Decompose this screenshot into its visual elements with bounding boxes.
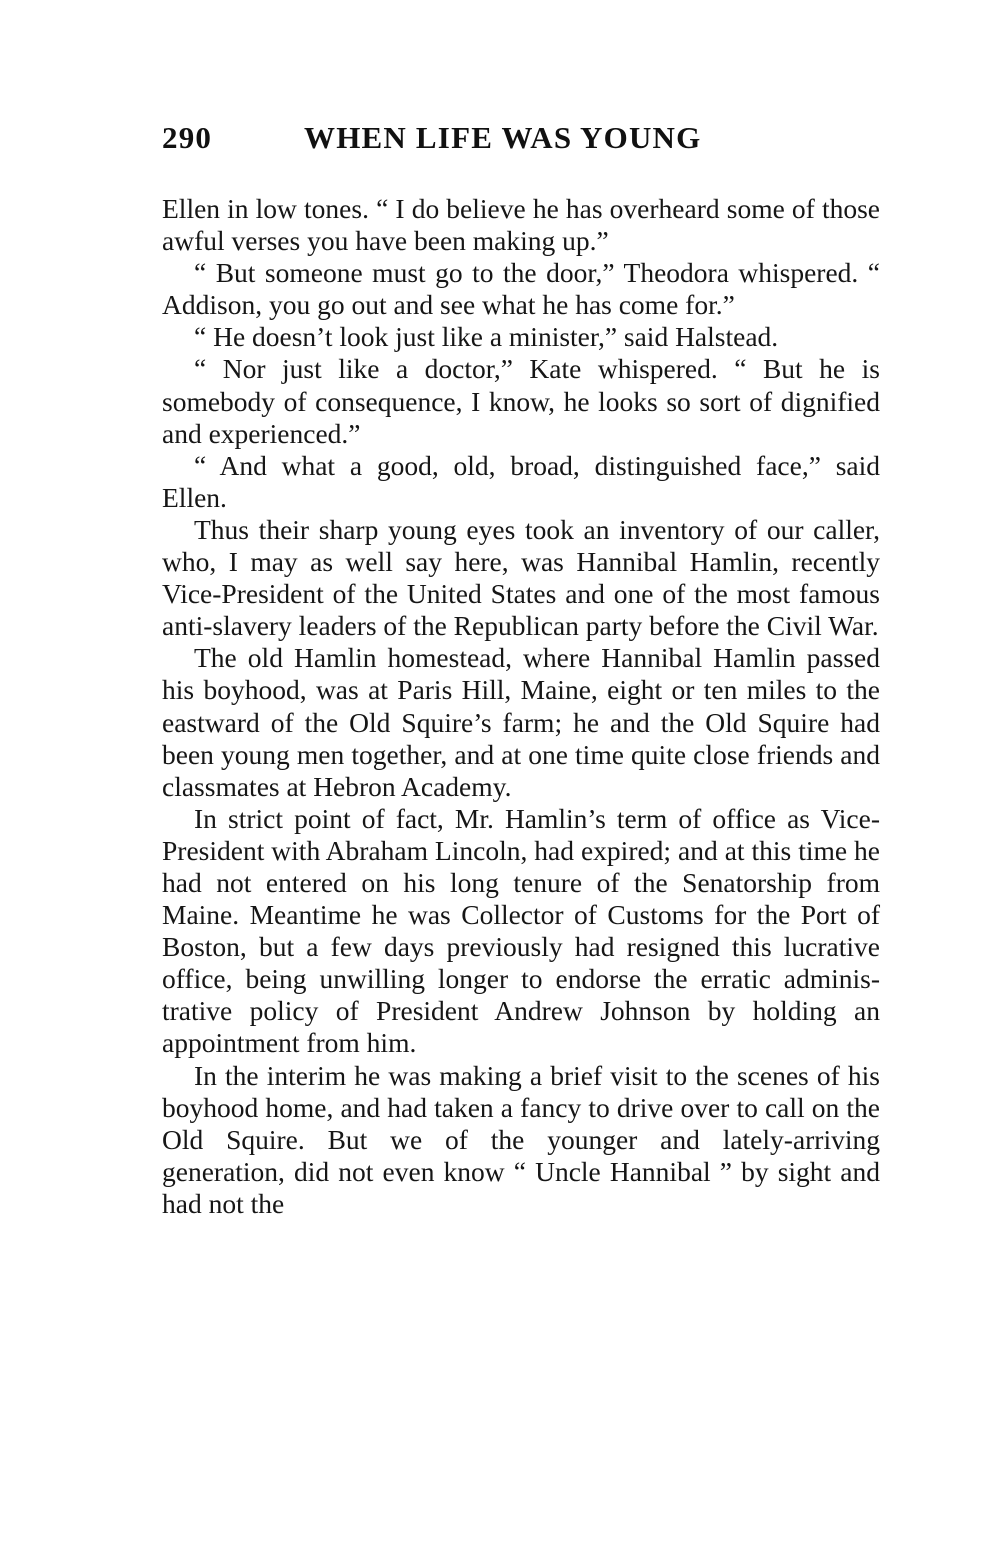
running-title: WHEN LIFE WAS YOUNG — [304, 120, 702, 155]
paragraph: The old Hamlin homestead, where Hannibal Hamlin passed his boyhood, was at Paris Hill, Maine, eight or ten miles to the eastward of the Old Squire’s farm; he and the Old Squire had been young men together, and at one time quite close friends and classmates at Hebron Academy. — [162, 642, 880, 802]
paragraph: In strict point of fact, Mr. Hamlin’s term of office as Vice-President with Abraham Lincoln, had expired; and at this time he had not entered on his long tenure of the Senatorship from Maine. Meantime he was Collector of Customs for the Port of Boston, but a few days previously had resigned this lucrative office, being unwilling longer to endorse the erratic administrative policy of President Andrew Johnson by holding an appointment from him. — [162, 802, 880, 1059]
body-text — [162, 193, 880, 1220]
paragraph: “ But someone must go to the door,” Theodora whispered. “ Addison, you go out and see what he has come for.” — [162, 257, 880, 321]
running-head — [162, 120, 882, 164]
paragraph: Thus their sharp young eyes took an inventory of our caller, who, I may as well say here, was Hannibal Hamlin, recently Vice-President of the United States and one of the most famous anti-slavery leaders of the Republican party before the Civil War. — [162, 513, 880, 642]
paragraph: “ And what a good, old, broad, distinguished face,” said Ellen. — [162, 449, 880, 513]
page-number: 290 — [162, 120, 213, 155]
paragraph: In the interim he was making a brief visit to the scenes of his boyhood home, and had taken a fancy to drive over to call on the Old Squire. But we of the younger and lately-arriving generation, did not even know “ Uncle Hannibal ” by sight and had not the — [162, 1059, 880, 1219]
paragraph: “ He doesn’t look just like a minister,” said Halstead. — [194, 321, 779, 353]
paragraph: Ellen in low tones. “ I do believe he has overheard some of those awful verses you have been making up.” — [162, 193, 880, 257]
paragraph: “ Nor just like a doctor,” Kate whispered. “ But he is somebody of consequence, I know, he looks so sort of dignified and experienced.” — [162, 353, 880, 449]
